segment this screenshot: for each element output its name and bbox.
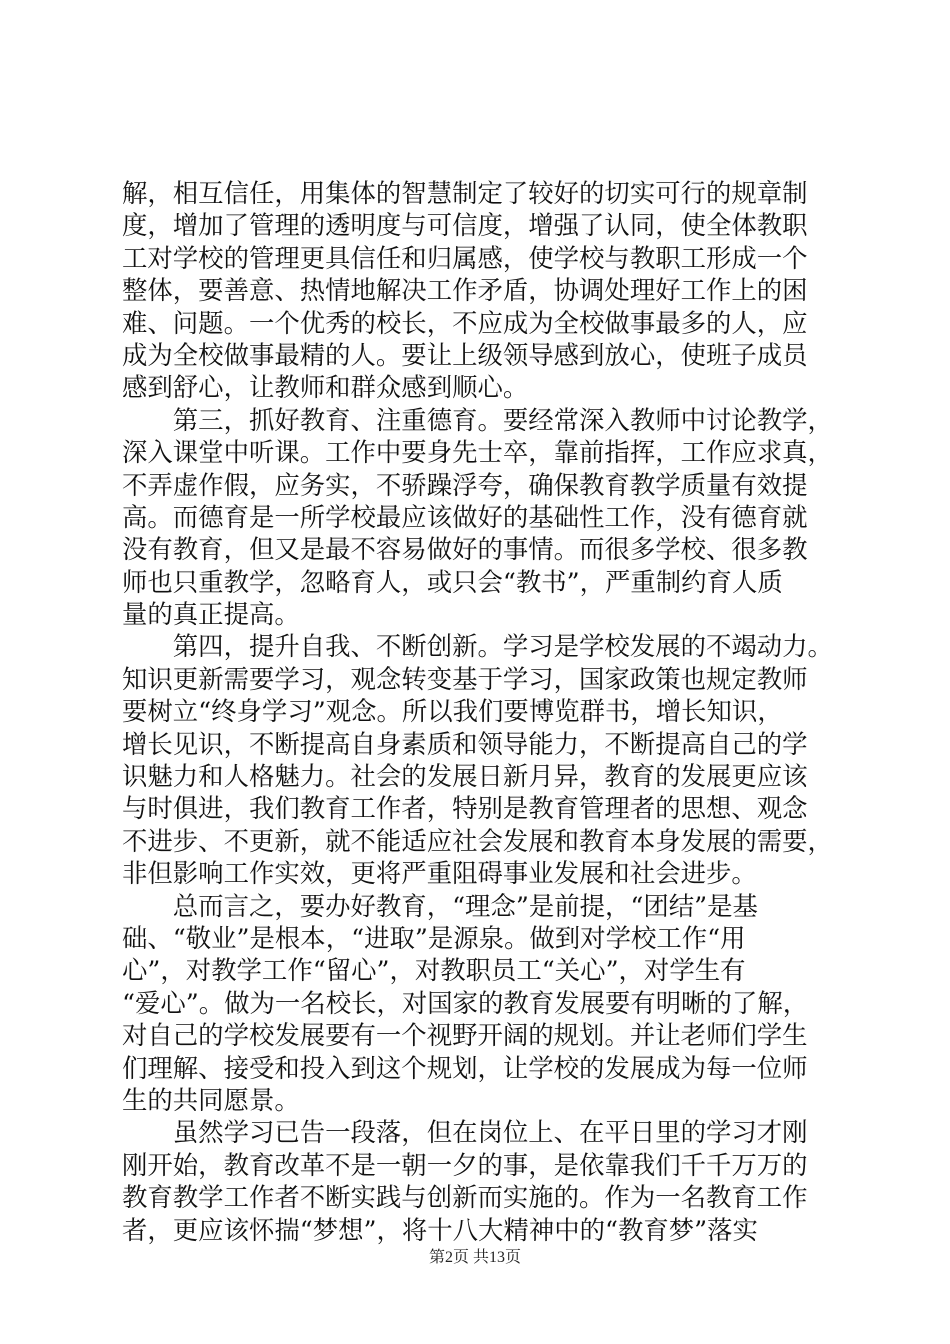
text-line: 虽然学习已告一段落，但在岗位上、在平日里的学习才刚	[122, 1117, 808, 1148]
text-line: 高。而德育是一所学校最应该做好的基础性工作，没有德育就	[122, 501, 808, 532]
text-line: 知识更新需要学习，观念转变基于学习，国家政策也规定教师	[122, 663, 808, 694]
text-line: 成为全校做事最精的人。要让上级领导感到放心，使班子成员	[122, 339, 808, 370]
text-line: 解，相互信任，用集体的智慧制定了较好的切实可行的规章制	[122, 178, 808, 208]
text-line: 与时俱进，我们教育工作者，特别是教育管理者的思想、观念	[122, 793, 808, 824]
document-body	[122, 177, 834, 1246]
text-line: 增长见识，不断提高自身素质和领导能力，不断提高自己的学	[122, 728, 808, 759]
text-line: 者，更应该怀揣“梦想”，将十八大精神中的“教育梦”落实	[122, 1214, 758, 1245]
text-line: 心”，对教学工作“留心”，对教职员工“关心”，对学生有	[122, 955, 746, 986]
text-line: 们理解、接受和投入到这个规划，让学校的发展成为每一位师	[122, 1052, 808, 1083]
text-line: 刚开始，教育改革不是一朝一夕的事，是依靠我们千千万万的	[122, 1149, 808, 1180]
text-line: 整体，要善意、热情地解决工作矛盾，协调处理好工作上的困	[122, 275, 808, 306]
text-line: 不弄虚作假，应务实，不骄躁浮夸，确保教育教学质量有效提	[122, 469, 808, 500]
text-line: 没有教育，但又是最不容易做好的事情。而很多学校、很多教	[122, 534, 808, 565]
text-line: 量的真正提高。	[122, 599, 300, 630]
text-line: 要树立“终身学习”观念。所以我们要博览群书，增长知识，	[122, 696, 783, 727]
text-line: 总而言之，要办好教育，“理念”是前提，“团结”是基	[122, 890, 758, 921]
text-line: 度，增加了管理的透明度与可信度，增强了认同，使全体教职	[122, 210, 808, 241]
text-line: 难、问题。一个优秀的校长，不应成为全校做事最多的人，应	[122, 307, 808, 338]
text-line: 不进步、不更新，就不能适应社会发展和教育本身发展的需要，	[122, 825, 833, 856]
text-line: 感到舒心，让教师和群众感到顺心。	[122, 372, 529, 403]
text-line: 对自己的学校发展要有一个视野开阔的规划。并让老师们学生	[122, 1020, 808, 1051]
text-line: 非但影响工作实效，更将严重阻碍事业发展和社会进步。	[122, 858, 757, 889]
text-line: 深入课堂中听课。工作中要身先士卒，靠前指挥，工作应求真，	[122, 437, 833, 468]
text-line: 生的共同愿景。	[122, 1084, 300, 1115]
text-line: 第四，提升自我、不断创新。学习是学校发展的不竭动力。	[122, 631, 833, 662]
text-line: “爱心”。做为一名校长，对国家的教育发展要有明晰的了解，	[122, 987, 809, 1018]
text-line: 工对学校的管理更具信任和归属感，使学校与教职工形成一个	[122, 242, 808, 273]
text-line: 础、“敬业”是根本，“进取”是源泉。做到对学校工作“用	[122, 922, 746, 953]
text-line: 师也只重教学，忽略育人，或只会“教书”，严重制约育人质	[122, 566, 783, 597]
text-line: 第三，抓好教育、注重德育。要经常深入教师中讨论教学，	[122, 404, 833, 435]
text-line: 教育教学工作者不断实践与创新而实施的。作为一名教育工作	[122, 1182, 808, 1213]
text-line: 识魅力和人格魅力。社会的发展日新月异，教育的发展更应该	[122, 761, 808, 792]
page-footer: 第2页 共13页	[428, 1249, 521, 1266]
